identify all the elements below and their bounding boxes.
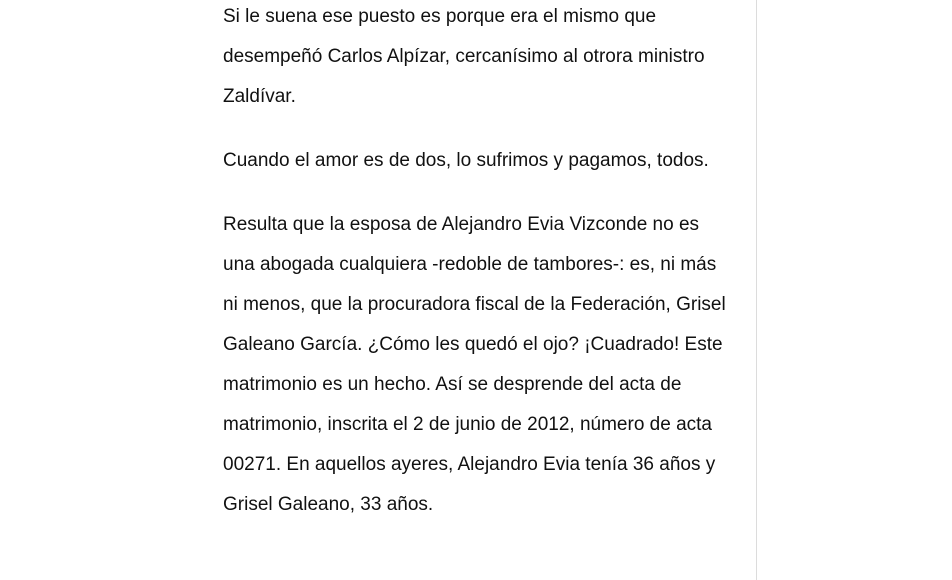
article-paragraph: Si le suena ese puesto es porque era el mismo que desempeñó Carlos Alpízar, cercanísimo al otrora ministro Zaldívar. — [223, 6, 705, 107]
article-paragraph: Resulta que la esposa de Alejandro Evia Vizconde no es una abogada cualquiera -redoble de tambores-: es, ni más ni menos, que la procuradora fiscal de la Federación, Grisel Galeano García. ¿Cómo les quedó el ojo? ¡Cuadrado! Este matrimonio es un hecho. Así se desprende del acta de matrimonio, inscrita el 2 de junio de 2012, número de acta 00271. En aquellos ayeres, Alejandro Evia tenía 36 años y Grisel Galeano, 33 años. — [223, 214, 726, 515]
article-body — [223, 0, 733, 549]
article-paragraph: Cuando el amor es de dos, lo sufrimos y pagamos, todos. — [223, 150, 709, 171]
